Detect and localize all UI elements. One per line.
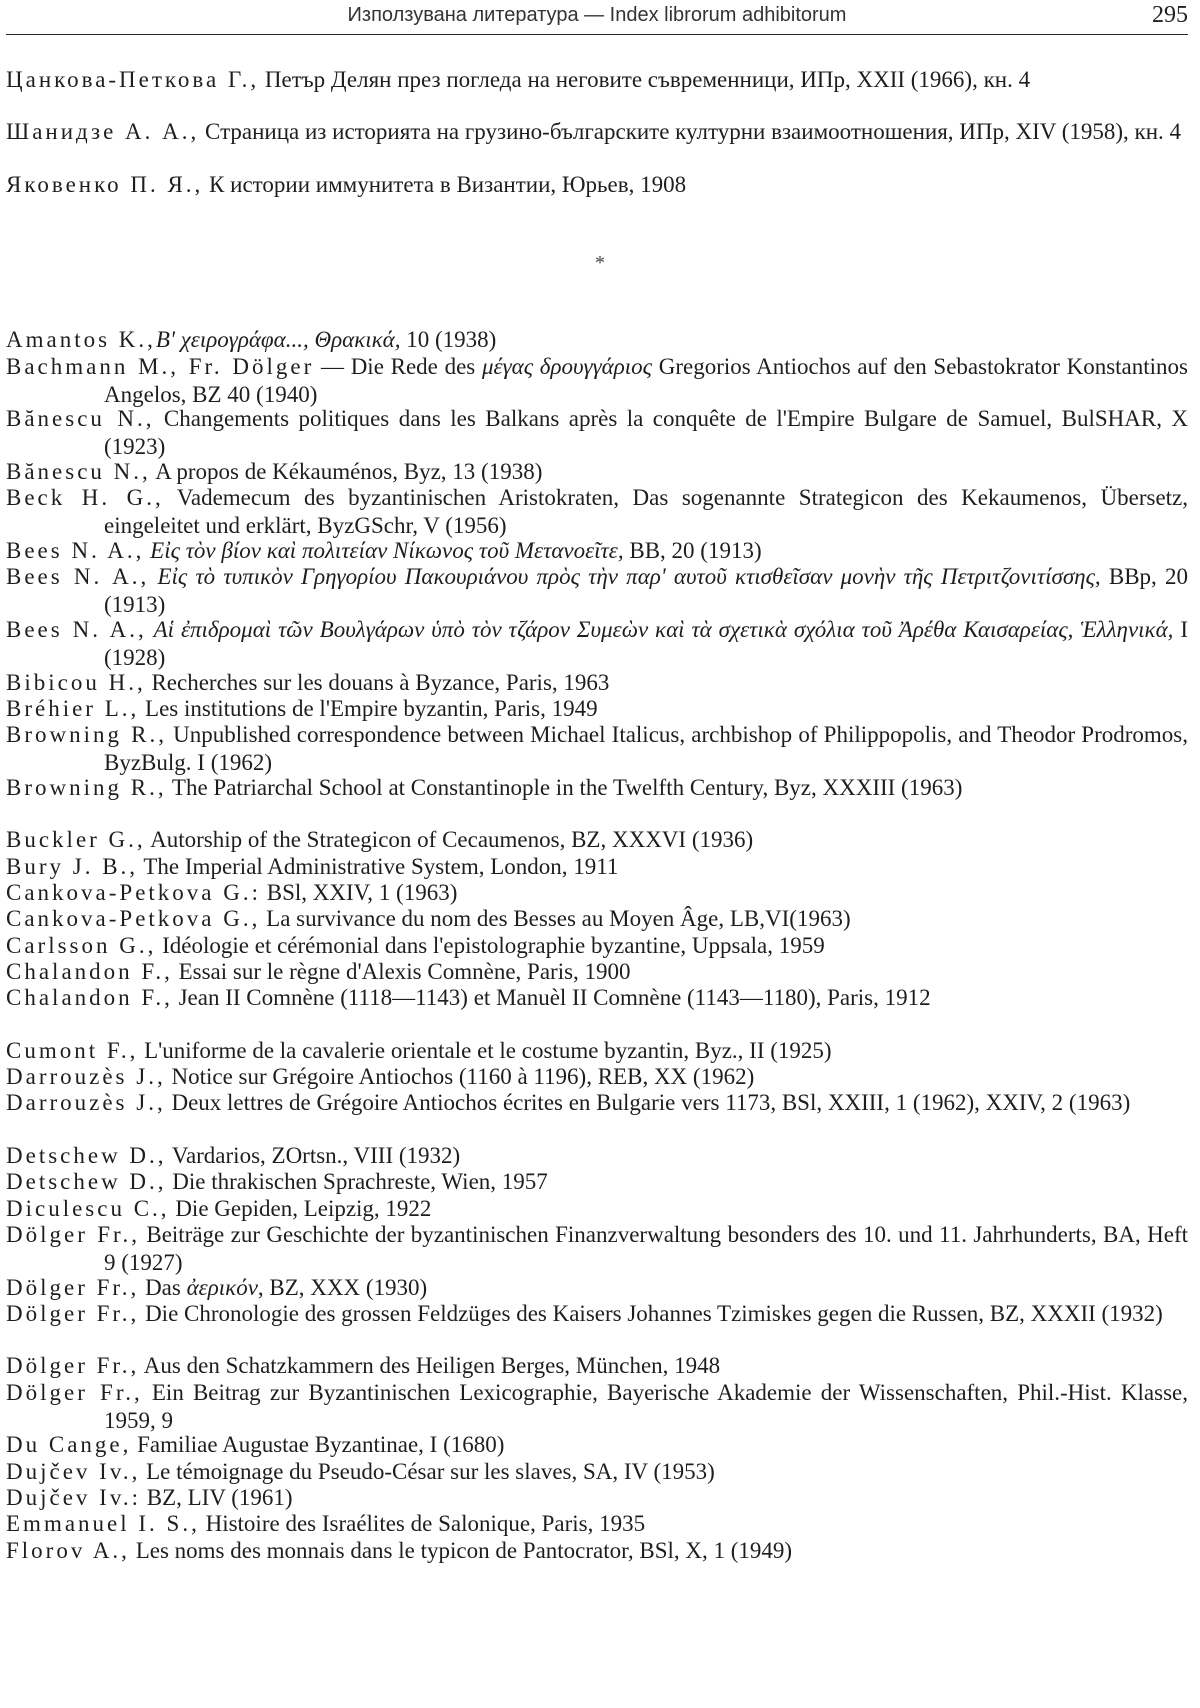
entry-text: Changements politiques dans les Balkans après la conquête de l'Empire Bulgare de Samuel, BulSHAR, X (1923) [104, 406, 1188, 459]
bibliography-entry [6, 1352, 1188, 1380]
entry-text: L'uniforme de la cavalerie orientale et le costume byzantin, Byz., II (1925) [138, 1038, 832, 1063]
entry-text: Notice sur Grégoire Antiochos (1160 à 1196), REB, XX (1962) [165, 1064, 755, 1089]
entry-author: Bănescu N., [6, 459, 151, 484]
entry-text: A propos de Kékauménos, Byz, 13 (1938) [150, 459, 543, 484]
entry-author: Cumont F., [6, 1038, 139, 1063]
entry-author: Bees N. A., [6, 617, 147, 642]
entry-title-italic: μέγας δρουγγάριος [481, 354, 653, 379]
entry-text: 10 (1938) [400, 327, 497, 352]
entry-author: Dujčev Iv., [6, 1459, 141, 1484]
bibliography-entry [6, 958, 1188, 986]
entry-text: Vardarios, ZOrtsn., VIII (1932) [166, 1143, 461, 1168]
entry-text: Essai sur le règne d'Alexis Comnène, Paris, 1900 [172, 959, 631, 984]
entry-text: Die Gepiden, Leipzig, 1922 [169, 1196, 432, 1221]
bibliography-entry [6, 537, 1188, 565]
running-title: Използувана литература — Index librorum adhibitorum [347, 4, 847, 26]
entry-text: The Patriarchal School at Constantinople in the Twelfth Century, Byz, XXXIII (1963) [166, 775, 963, 800]
bibliography-entry [6, 563, 1188, 619]
entry-text: Страница из историята на грузино-българските културни взаимоотношения, ИПр, XIV (1958), кн. 4 [199, 119, 1182, 144]
entry-author: Browning R., [6, 775, 167, 800]
entry-text: BB, 20 (1913) [623, 538, 762, 563]
entry-text: Autorship of the Strategicon of Cecaumenos, BZ, XXXVI (1936) [145, 827, 754, 852]
entry-text: Familiae Augustae Byzantinae, I (1680) [131, 1432, 505, 1457]
entry-text: BSl, XXIV, 1 (1963) [261, 880, 458, 905]
entry-author: Bănescu N., [6, 406, 155, 431]
entry-author: Carlsson G., [6, 933, 157, 958]
entry-text: BBp, 20 (1913) [104, 564, 1188, 617]
entry-title-italic: Εἰς τὸ τυπικὸν Γρηγορίου Πακουριάνου πρὸς τὴν παρ' αυτοῦ κτισθεῖσαν μονὴν τῆς Πετριτζονιτίσσης, [149, 564, 1101, 589]
entry-author: Bury J. B., [6, 854, 139, 879]
entry-text: Das [139, 1275, 187, 1300]
entry-text: — Die Rede des [314, 354, 482, 379]
entry-text: Unpublished correspondence between Michael Italicus, archbishop of Philippopolis, and Theodor Prodromos, ByzBulg. I (1962) [104, 722, 1188, 775]
entry-author: Du Cange, [6, 1432, 132, 1457]
entry-text: Le témoignage du Pseudo-César sur les slaves, SA, IV (1953) [140, 1459, 715, 1484]
bibliography-entry [6, 1537, 1188, 1565]
bibliography-entry [6, 669, 1188, 697]
entry-text: Histoire des Israélites de Salonique, Paris, 1935 [199, 1511, 646, 1536]
entry-author: Florov A., [6, 1538, 130, 1563]
bibliography-entry [6, 905, 1188, 933]
entry-author: Шанидзе А. А., [6, 119, 200, 144]
entry-author: Chalandon F., [6, 985, 173, 1010]
bibliography-entry [6, 853, 1188, 881]
bibliography-entry [6, 1300, 1188, 1328]
entry-author: Dölger Fr., [6, 1275, 140, 1300]
bibliography-entry [6, 353, 1188, 409]
bibliography-entry [6, 458, 1188, 486]
bibliography-entry [6, 932, 1188, 960]
entry-text: The Imperial Administrative System, London, 1911 [138, 854, 619, 879]
entry-text: Die Chronologie des grossen Feldzüges des Kaisers Johannes Tzimiskes gegen die Russen, BZ, XXXII (1932) [139, 1301, 1163, 1326]
entry-title-italic: B' χειρογράφα..., Θρακικά, [155, 327, 401, 352]
entry-title-italic: Εἰς τὸν βίον καὶ πολιτείαν Νίκωνος τοῦ Μετανοεῖτε, [144, 538, 624, 563]
bibliography-entry [6, 326, 1188, 354]
page-number: 295 [1152, 2, 1188, 28]
bibliography-entry [6, 1142, 1188, 1170]
entry-author: Beck H. G., [6, 485, 164, 510]
bibliography-entry [6, 1484, 1188, 1512]
entry-author: Cankova-Petkova G.: [6, 880, 262, 905]
bibliography-entry [6, 616, 1188, 672]
entry-text: , BZ, XXX (1930) [257, 1275, 428, 1300]
entry-author: Dujčev Iv.: [6, 1485, 141, 1510]
bibliography-entry [6, 1037, 1188, 1065]
bibliography-entry [6, 1458, 1188, 1486]
entry-author: Chalandon F., [6, 959, 173, 984]
entry-author: Dölger Fr., [6, 1353, 140, 1378]
bibliography-entry [6, 721, 1188, 777]
entry-author: Detschew D., [6, 1169, 167, 1194]
entry-author: Buckler G., [6, 827, 146, 852]
bibliography-entry [6, 826, 1188, 854]
entry-title-italic: Αἱ ἐπιδρομαὶ τῶν Βουλγάρων ὑπὸ τὸν τζάρον Συμεὼν καὶ τὰ σχετικὰ σχόλια τοῦ Ἀρέθα Καισαρείας, Ἑλληνικά, [146, 617, 1174, 642]
entry-text: Петър Делян през погледа на неговите съвременници, ИПр, XXII (1966), кн. 4 [259, 67, 1031, 92]
bibliography-entry [6, 1431, 1188, 1459]
bibliography-entry [6, 1274, 1188, 1302]
entry-text: La survivance du nom des Besses au Moyen Âge, LB,VI(1963) [260, 906, 851, 931]
entry-author: Browning R., [6, 722, 168, 747]
bibliography-entry [6, 1063, 1188, 1091]
bibliography-entry [6, 1195, 1188, 1223]
entry-author: Bees N. A., [6, 564, 150, 589]
entry-author: Bibicou H., [6, 670, 146, 695]
entry-text: Aus den Schatzkammern des Heiligen Berges, München, 1948 [139, 1353, 721, 1378]
entry-author: Detschew D., [6, 1143, 167, 1168]
entry-author: Emmanuel I. S., [6, 1511, 200, 1536]
entry-author: Dölger Fr., [6, 1222, 140, 1247]
entry-text: Deux lettres de Grégoire Antiochos écrites en Bulgarie vers 1173, BSl, XXIII, 1 (1962), XXIV, 2 (1963) [165, 1090, 1131, 1115]
entry-author: Bachmann M., Fr. Dölger [6, 354, 315, 379]
entry-text: Vademecum des byzantinischen Aristokraten, Das sogenannte Strategicon des Kekaumenos, Übersetz, eingeleitet und erklärt, ByzGSchr, V (1956) [104, 485, 1188, 538]
entry-text: I (1928) [104, 617, 1188, 670]
bibliography-entry [6, 484, 1188, 540]
bibliography-entry [6, 1510, 1188, 1538]
entry-title-italic: ἀερικόν [186, 1275, 258, 1300]
bibliography-entry [6, 879, 1188, 907]
bibliography-entry [6, 171, 1188, 199]
entry-author: Dölger Fr., [6, 1380, 143, 1405]
entry-text: Recherches sur les douans à Byzance, Paris, 1963 [145, 670, 610, 695]
entry-author: Diculescu C., [6, 1196, 170, 1221]
bibliography-entry [6, 1221, 1188, 1277]
entry-author: Цанкова-Петкова Г., [6, 67, 260, 92]
bibliography-entry [6, 66, 1188, 94]
bibliography-entry [6, 984, 1188, 1012]
bibliography-entry [6, 695, 1188, 723]
entry-text: Gregorios Antiochos auf den Sebastokrator Konstantinos Angelos, BZ 40 (1940) [104, 354, 1188, 407]
entry-author: Darrouzès J., [6, 1064, 166, 1089]
entry-author: Cankova-Petkova G., [6, 906, 261, 931]
bibliography-entry [6, 118, 1188, 146]
entry-text: Beiträge zur Geschichte der byzantinischen Finanzverwaltung besonders des 10. und 11. Jahrhunderts, BA, Heft 9 (1927) [104, 1222, 1188, 1275]
bibliography-entry [6, 1089, 1188, 1117]
section-separator: * [595, 252, 605, 274]
entry-author: Bréhier L., [6, 696, 140, 721]
entry-text: Les institutions de l'Empire byzantin, Paris, 1949 [139, 696, 598, 721]
entry-text: Ein Beitrag zur Byzantinischen Lexicographie, Bayerische Akademie der Wissenschaften, Phil.-Hist. Klasse, 1959, 9 [104, 1380, 1188, 1433]
bibliography-entry [6, 1379, 1188, 1435]
page-header [6, 0, 1188, 35]
entry-author: Bees N. A., [6, 538, 145, 563]
entry-author: Amantos K., [6, 327, 156, 352]
entry-author: Darrouzès J., [6, 1090, 166, 1115]
entry-text: К истории иммунитета в Византии, Юрьев, 1908 [203, 172, 687, 197]
entry-text: Idéologie et cérémonial dans l'epistolographie byzantine, Uppsala, 1959 [156, 933, 825, 958]
entry-author: Dölger Fr., [6, 1301, 140, 1326]
bibliography-entry [6, 405, 1188, 461]
entry-text: Les noms des monnais dans le typicon de Pantocrator, BSl, X, 1 (1949) [129, 1538, 793, 1563]
entry-text: Die thrakischen Sprachreste, Wien, 1957 [166, 1169, 548, 1194]
entry-author: Яковенко П. Я., [6, 172, 204, 197]
bibliography-entry [6, 1168, 1188, 1196]
entry-text: Jean II Comnène (1118—1143) et Manuèl II Comnène (1143—1180), Paris, 1912 [172, 985, 931, 1010]
bibliography-entry [6, 774, 1188, 802]
entry-text: BZ, LIV (1961) [140, 1485, 293, 1510]
